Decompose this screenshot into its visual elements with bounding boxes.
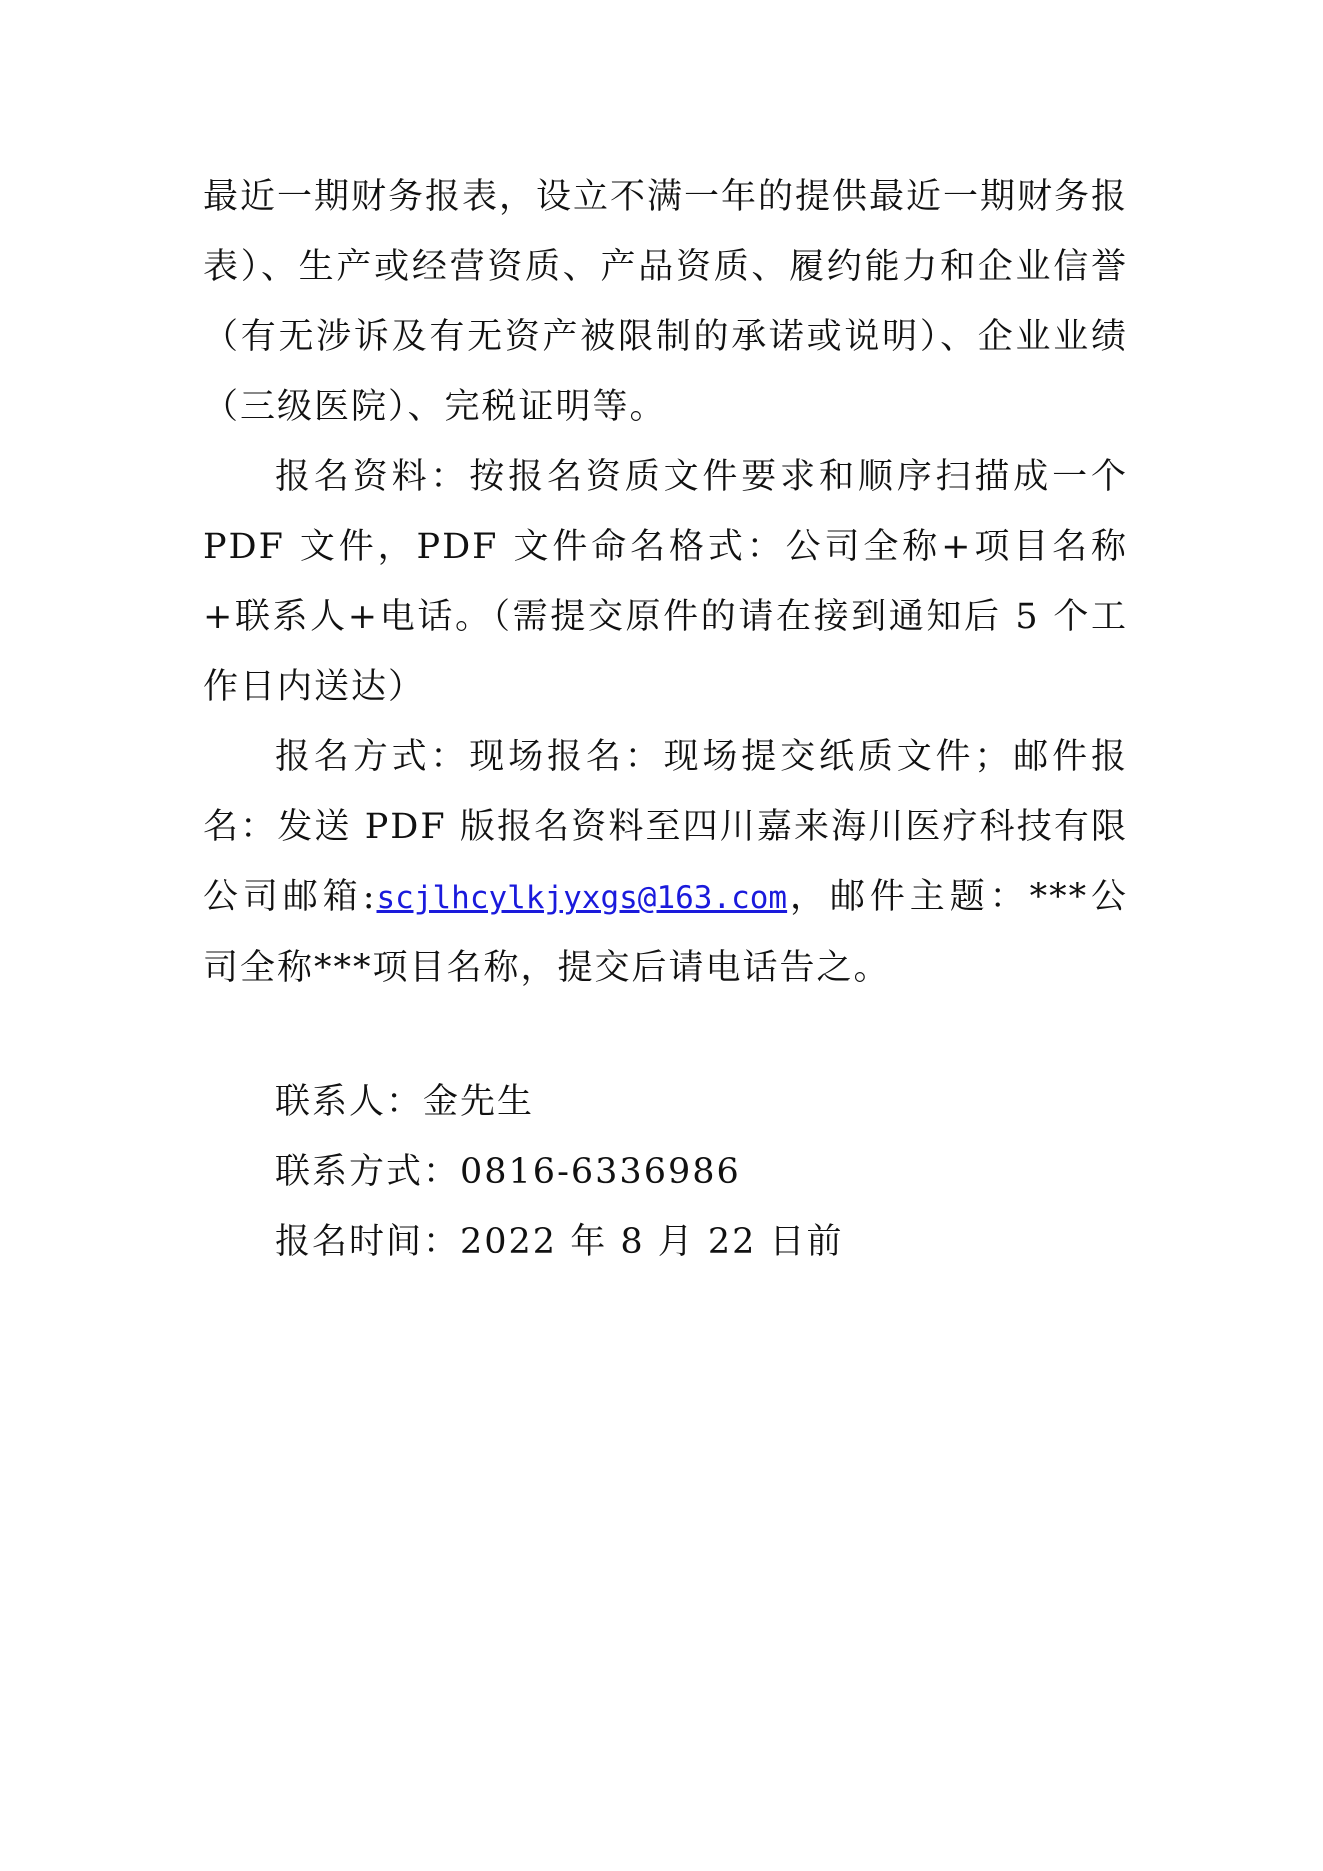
registration-deadline: 报名时间：2022 年 8 月 22 日前 — [275, 1222, 844, 1262]
paragraph-qualification-list: 最近一期财务报表，设立不满一年的提供最近一期财务报表）、生产或经营资质、产品资质、履约能力和企业信誉（有无涉诉及有无资产被限制的承诺或说明）、企业业绩（三级医院）、完税证明等。 — [203, 177, 1129, 427]
paragraph-registration-materials: 报名资料：按报名资质文件要求和顺序扫描成一个 PDF 文件，PDF 文件命名格式：公司全称+项目名称 +联系人+电话。（需提交原件的请在接到通知后 5 个工作日内送达） — [203, 457, 1128, 707]
registration-method-text: 报名方式：现场报名：现场提交纸质文件；邮件报名：发送 PDF 版报名资料至四川嘉来海川医疗科技有限公司邮箱: — [203, 737, 1128, 917]
contact-phone: 联系方式：0816-6336986 — [275, 1152, 741, 1192]
contact-info — [203, 1067, 1128, 1277]
email-link[interactable]: scjlhcylkjyxgs@163.com — [376, 880, 788, 916]
body-text — [203, 162, 1128, 1003]
paragraph-registration-method — [203, 722, 1128, 1003]
contact-person: 联系人：金先生 — [275, 1082, 535, 1122]
email-subject-text: ，邮件主题：***公司全称***项目名称，提交后请电话告之。 — [203, 877, 1128, 988]
